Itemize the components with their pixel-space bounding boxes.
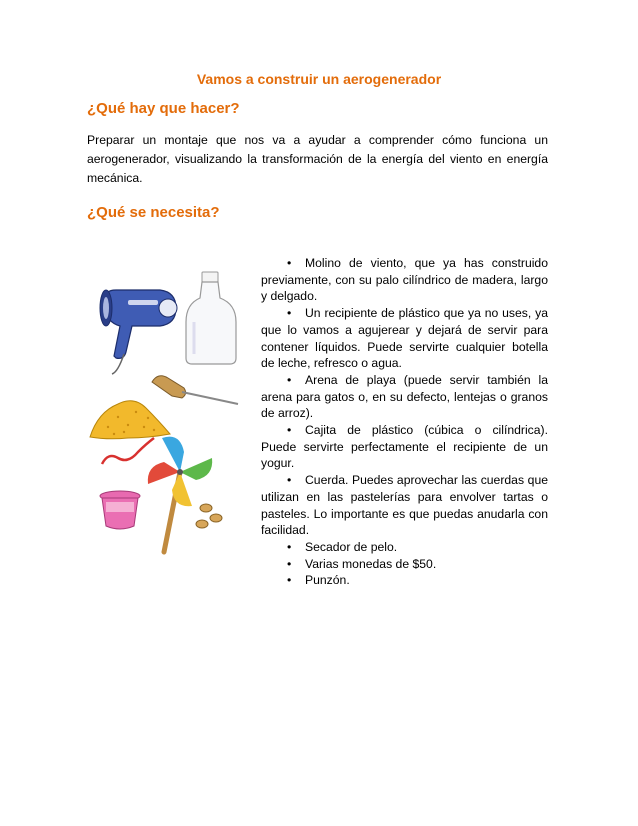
sand-icon xyxy=(90,401,170,439)
materials-illustration xyxy=(88,262,260,562)
bullet-icon: • xyxy=(287,573,292,588)
bullet-icon: • xyxy=(287,423,292,438)
bullet-icon: • xyxy=(287,256,292,270)
section-text-what-to-do: Preparar un montaje que nos va a ayudar a comprender cómo funciona un aerogenerador, visualizando la transformación de la energía del viento en energía mecánica. xyxy=(87,133,548,185)
list-item: • Un recipiente de plástico que ya no uses, ya que lo vamos a agujerear y dejará de servir para contener líquidos. Puede servirte cualquier botella de leche, refresco o agua. xyxy=(261,306,548,371)
list-item: • Cuerda. Puedes aprovechar las cuerdas que utilizan en las pastelerías para envolver tartas o pasteles. Lo importante es que puedas anudarla con facilidad. xyxy=(261,473,548,538)
list-item: • Cajita de plástico (cúbica o cilíndrica). Puede servirte perfectamente el recipiente de un yogur. xyxy=(261,423,548,471)
bottle-icon xyxy=(186,272,236,364)
list-item: • Secador de pelo. xyxy=(287,539,398,554)
document-title: Vamos a construir un aerogenerador xyxy=(196,71,442,87)
list-item: • Arena de playa (puede servir también la arena para gatos o, en su defecto, lentejas o granos de arroz). xyxy=(261,372,548,421)
bullet-icon: • xyxy=(287,372,292,387)
section-heading-what-to-do: ¿Qué hay que hacer? xyxy=(87,100,240,117)
awl-icon xyxy=(152,376,238,404)
section-heading-materials: ¿Qué se necesita? xyxy=(87,204,220,221)
list-item: • Varias monedas de $50. xyxy=(287,556,437,571)
bullet-icon: • xyxy=(287,473,292,488)
string-icon xyxy=(102,438,154,464)
bullet-icon: • xyxy=(287,539,292,554)
yogurt-cup-icon xyxy=(100,491,140,529)
bullet-icon: • xyxy=(287,556,292,571)
list-item: • Molino de viento, que ya has construido previamente, con su palo cilíndrico de madera, largo y delgado. xyxy=(261,256,548,304)
list-item: • Punzón. xyxy=(287,573,350,588)
pinwheel-icon xyxy=(148,437,212,552)
coins-icon xyxy=(196,504,222,528)
materials-list xyxy=(261,255,548,589)
hair-dryer-icon xyxy=(100,290,177,374)
bullet-icon: • xyxy=(287,306,292,321)
